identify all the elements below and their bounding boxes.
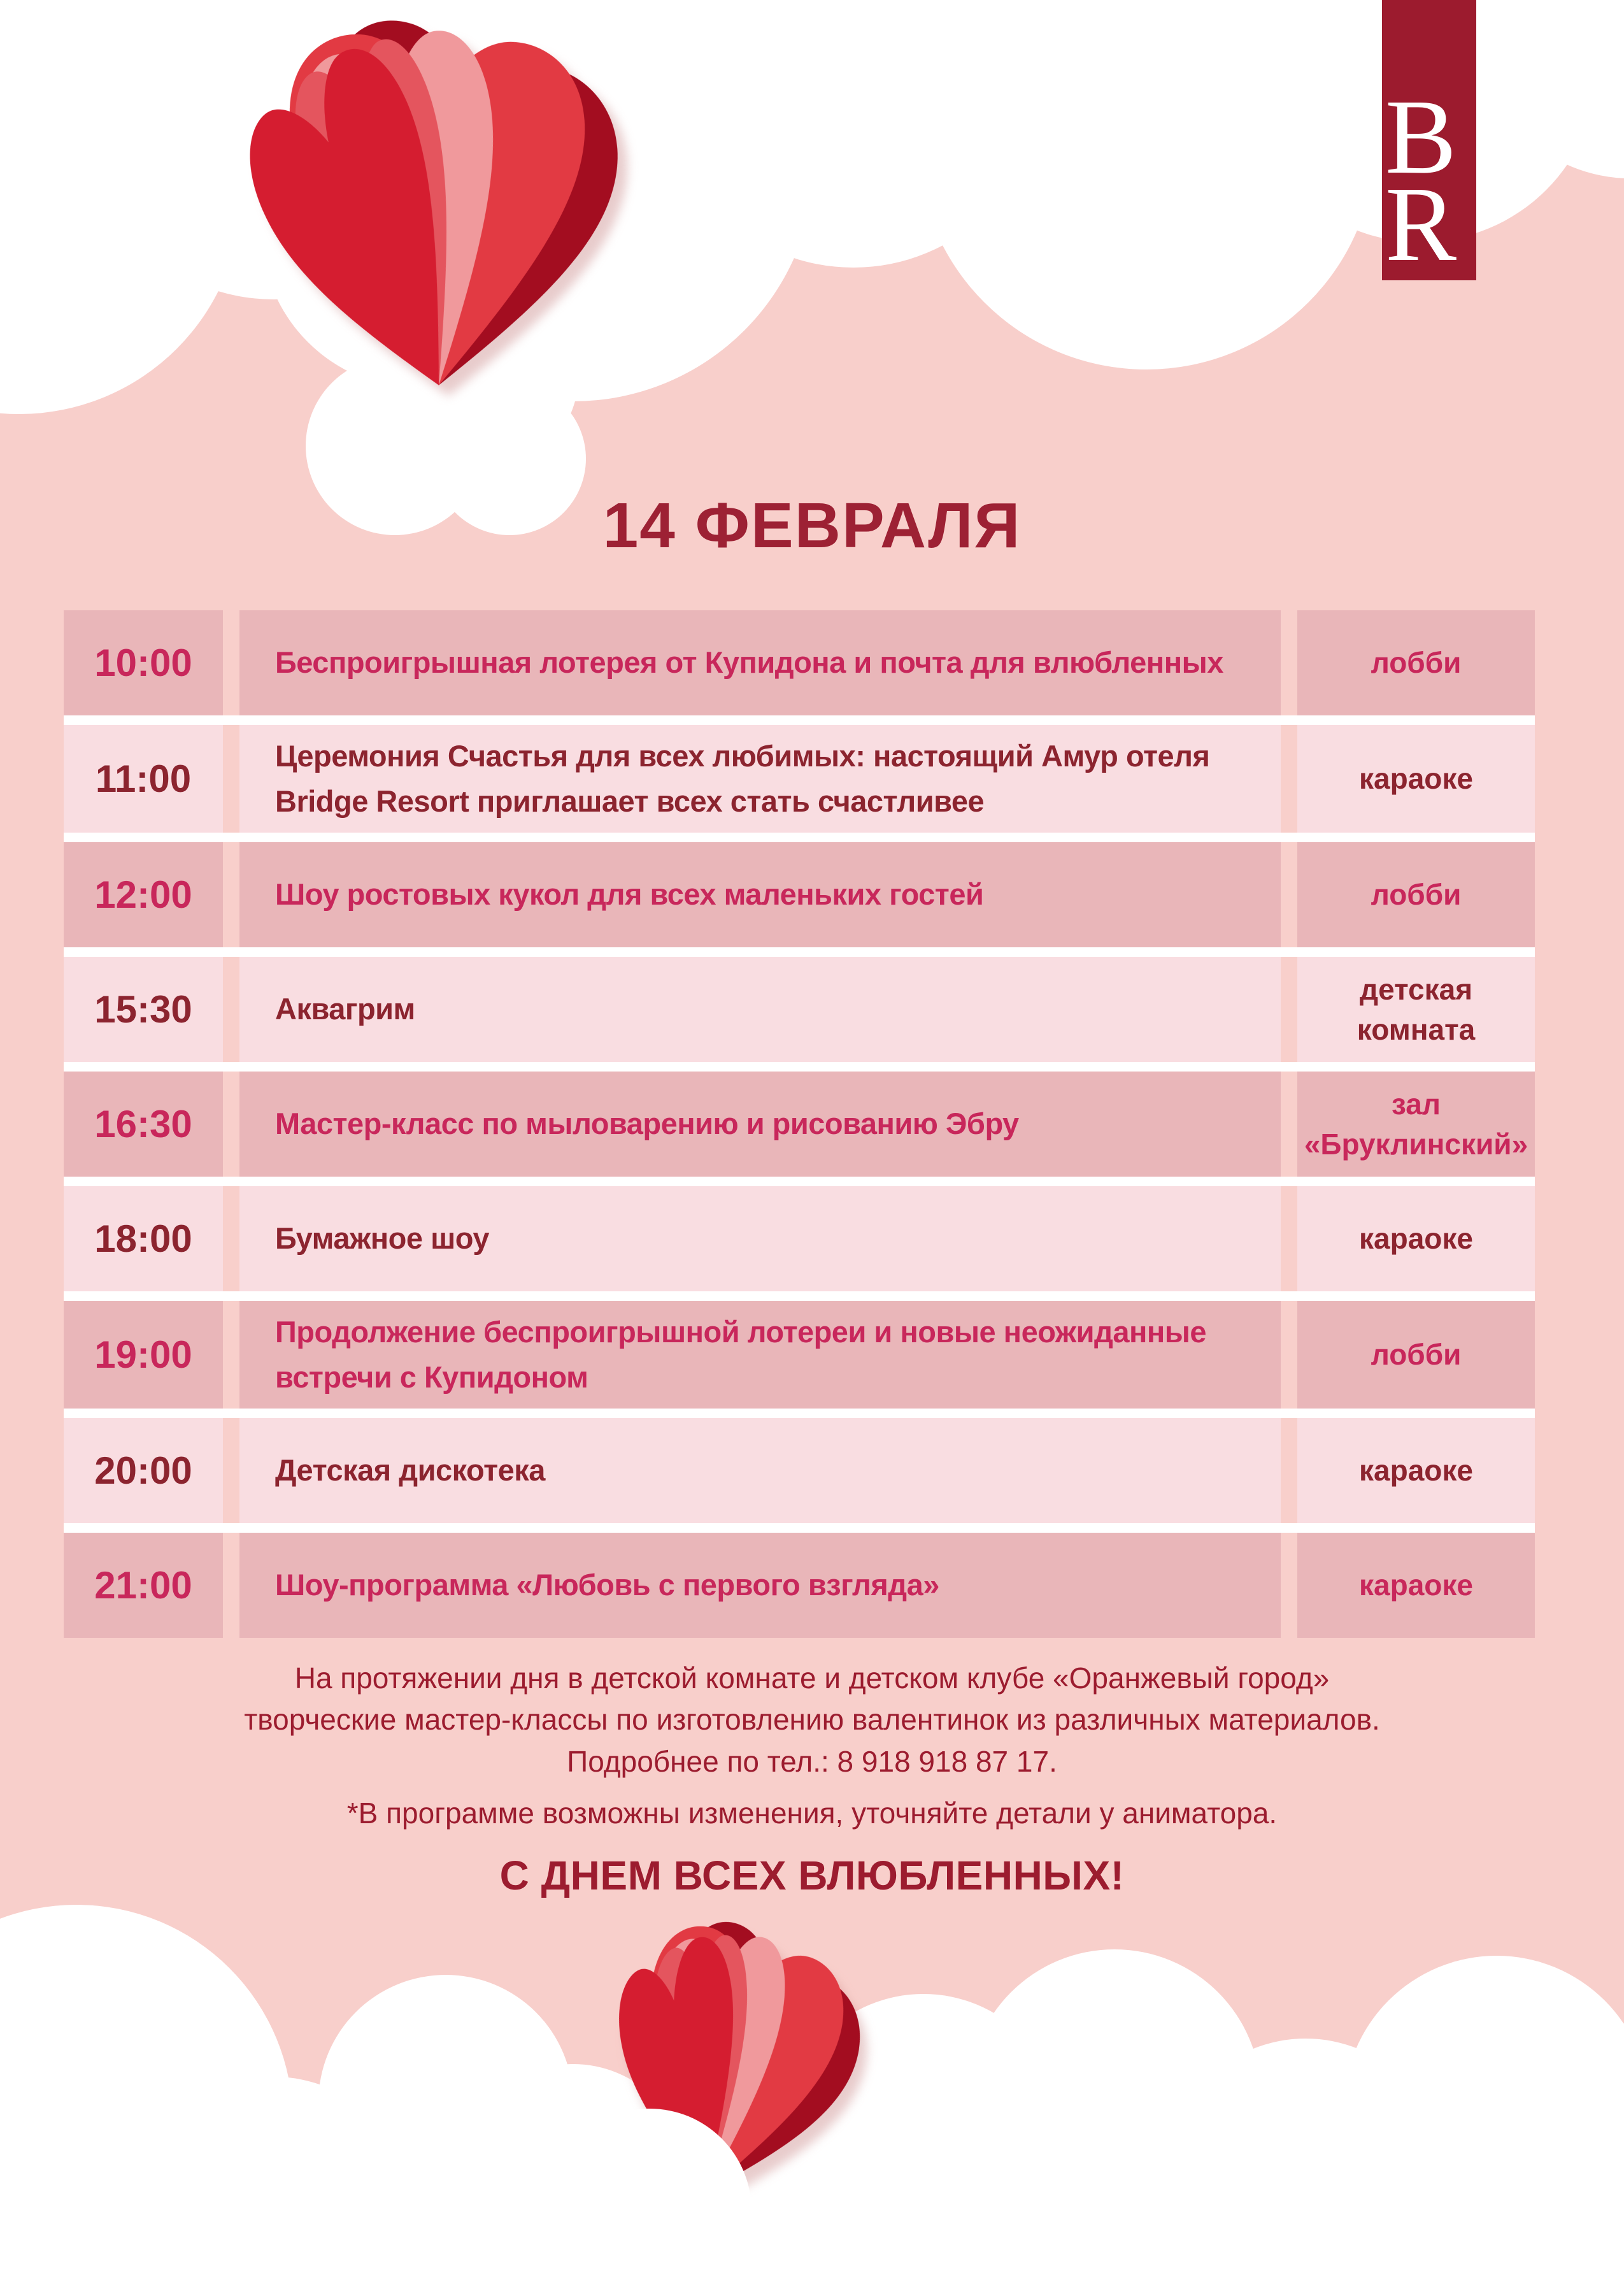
- event-description: Беспроигрышная лотерея от Купидона и почта для влюбленных: [239, 610, 1281, 715]
- event-location: караоке: [1297, 725, 1535, 833]
- event-description: Бумажное шоу: [239, 1186, 1281, 1291]
- schedule-row: [64, 725, 1535, 842]
- schedule-row: [64, 1186, 1535, 1301]
- schedule-row: [64, 1533, 1535, 1638]
- event-location: караоке: [1297, 1533, 1535, 1638]
- event-location: детская комната: [1297, 957, 1535, 1062]
- schedule-row: [64, 610, 1535, 725]
- footer-disclaimer: *В программе возможны изменения, уточняйте детали у аниматора.: [346, 1796, 1278, 1830]
- event-time: 12:00: [64, 842, 223, 947]
- event-description: Аквагрим: [239, 957, 1281, 1062]
- logo-letter-r: R: [1385, 165, 1457, 284]
- event-location: лобби: [1297, 1301, 1535, 1409]
- schedule-row: [64, 842, 1535, 957]
- event-time: 18:00: [64, 1186, 223, 1291]
- event-time: 16:30: [64, 1072, 223, 1177]
- schedule-row: [64, 1072, 1535, 1186]
- event-time: 11:00: [64, 725, 223, 833]
- schedule-table: [64, 610, 1535, 1638]
- event-location: караоке: [1297, 1418, 1535, 1523]
- event-time: 21:00: [64, 1533, 223, 1638]
- paper-heart-top-icon: [196, 0, 657, 432]
- footer-phone-line: Подробнее по тел.: 8 918 918 87 17.: [567, 1744, 1057, 1778]
- schedule-row: [64, 957, 1535, 1072]
- event-location: лобби: [1297, 610, 1535, 715]
- event-time: 15:30: [64, 957, 223, 1062]
- event-description: Мастер-класс по мыловарению и рисованию Эбру: [239, 1072, 1281, 1177]
- footer-greeting: С ДНЕМ ВСЕХ ВЛЮБЛЕННЫХ!: [499, 1853, 1125, 1899]
- schedule-row: [64, 1418, 1535, 1533]
- event-location: караоке: [1297, 1186, 1535, 1291]
- page-title: 14 ФЕВРАЛЯ: [602, 490, 1022, 561]
- footer-note-line2: творческие мастер-классы по изготовлению валентинок из различных материалов.: [244, 1703, 1380, 1737]
- footer: [0, 1658, 1624, 1899]
- event-time: 20:00: [64, 1418, 223, 1523]
- event-location: зал «Бруклинский»: [1297, 1072, 1535, 1177]
- event-time: 10:00: [64, 610, 223, 715]
- event-description: Шоу ростовых кукол для всех маленьких гостей: [239, 842, 1281, 947]
- logo-letter-b: B: [1385, 77, 1457, 196]
- event-description: Продолжение беспроигрышной лотереи и новые неожиданные встречи с Купидоном: [239, 1301, 1281, 1409]
- footer-note-line1: На протяжении дня в детской комнате и детском клубе «Оранжевый город»: [294, 1661, 1330, 1695]
- event-description: Шоу-программа «Любовь с первого взгляда»: [239, 1533, 1281, 1638]
- event-description: Церемония Счастья для всех любимых: настоящий Амур отеля Bridge Resort приглашает всех стать счастливее: [239, 725, 1281, 833]
- event-time: 19:00: [64, 1301, 223, 1409]
- event-description: Детская дискотека: [239, 1418, 1281, 1523]
- hotel-logo: [1382, 0, 1476, 284]
- event-location: лобби: [1297, 842, 1535, 947]
- schedule-row: [64, 1301, 1535, 1418]
